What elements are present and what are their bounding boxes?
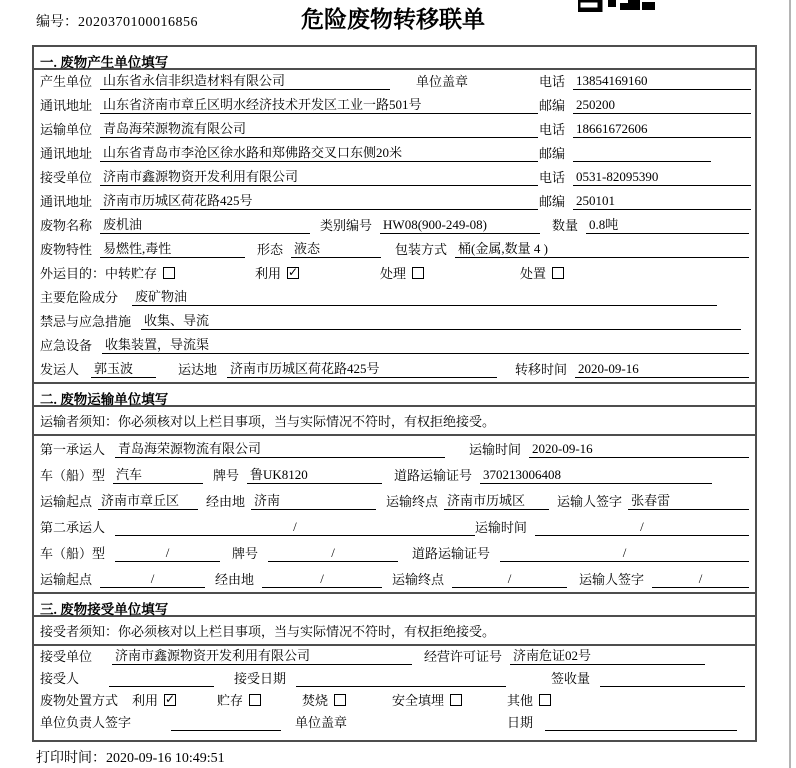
end2-value: / [452, 571, 567, 588]
purpose-label: 外运目的： [40, 266, 106, 281]
zip-label: 邮编 [539, 194, 566, 209]
row-receiver [34, 166, 755, 190]
transfer-time-value: 2020-09-16 [575, 361, 749, 378]
receive-date-value [296, 672, 506, 687]
receiving-unit-value: 济南市鑫源物资开发利用有限公司 [112, 645, 412, 665]
page-boundary-divider [789, 0, 791, 768]
option-label: 安全填埋 [392, 693, 445, 708]
section-producer [34, 47, 755, 382]
row-head-signature [34, 712, 755, 734]
carrier1-label: 第一承运人 [40, 442, 106, 457]
address-label: 通讯地址 [40, 98, 93, 113]
print-time [36, 747, 225, 767]
form-title: 危险废物转移联单 [301, 7, 485, 32]
waste-name-value: 废机油 [100, 214, 310, 234]
hazard-value: 废矿物油 [132, 286, 717, 306]
quantity-label: 数量 [552, 218, 579, 233]
row-purpose [34, 262, 755, 286]
taboo-value: 收集、导流 [141, 310, 741, 330]
endpoint-label: 运输终点 [392, 572, 445, 587]
date-label: 日期 [507, 715, 534, 730]
row-hazard-component [34, 286, 755, 310]
transfer-time-label: 转移时间 [515, 362, 568, 377]
phone-label: 电话 [539, 74, 566, 89]
category-value: HW08(900-249-08) [380, 217, 540, 234]
producer-zip-group [539, 95, 751, 114]
checkbox-dispose [552, 267, 564, 279]
disposal-option-other [507, 690, 551, 709]
waste-transfer-form [32, 45, 757, 742]
transport-time-label: 运输时间 [468, 442, 521, 457]
print-time-label: 打印时间： [36, 751, 106, 766]
license-label: 经营许可证号 [424, 649, 503, 664]
row-producer-address [34, 94, 755, 118]
section-receiver [34, 592, 755, 734]
vehicle-type-label: 车（船）型 [40, 468, 106, 483]
form-state-label: 形态 [257, 242, 284, 257]
row-route1 [34, 488, 755, 514]
quantity-value: 0.8吨 [586, 214, 749, 234]
date-value [545, 716, 737, 731]
phone-label: 电话 [539, 170, 566, 185]
purpose-option-transfer [105, 263, 175, 282]
via-label: 经由地 [215, 572, 255, 587]
receiver-value: 济南市鑫源物资开发利用有限公司 [100, 166, 538, 186]
print-time-value: 2020-09-16 10:49:51 [106, 751, 225, 766]
row-transporter [34, 118, 755, 142]
equipment-label: 应急设备 [40, 338, 93, 353]
checkbox-treat [412, 267, 424, 279]
plate1-value: 鲁UK8120 [247, 464, 382, 484]
zip-label: 邮编 [539, 146, 566, 161]
checkbox-store [249, 694, 261, 706]
signed-amount-label: 签收量 [550, 671, 590, 686]
receiver-address-value: 济南市历城区荷花路425号 [100, 190, 538, 210]
vehicle2-value: / [115, 545, 220, 562]
unit-seal-label: 单位盖章 [295, 715, 348, 730]
transporter-phone-value: 18661672606 [573, 121, 751, 138]
receiver-zip-value: 250101 [573, 193, 751, 210]
disposal-option-landfill [392, 690, 462, 709]
origin1-value: 济南市章丘区 [98, 490, 198, 510]
option-label: 其他 [507, 693, 534, 708]
row-transporter-address [34, 142, 755, 166]
receiver-phone-value: 0531-82095390 [573, 169, 751, 186]
permit1-value: 370213006408 [480, 467, 712, 484]
via2-value: / [262, 571, 382, 588]
disposal-option-store [217, 690, 261, 709]
plate-label: 牌号 [213, 468, 240, 483]
checkbox-incinerate [334, 694, 346, 706]
producer-label: 产生单位 [40, 74, 93, 89]
row-waste-property [34, 238, 755, 262]
transporter-label: 运输单位 [40, 122, 93, 137]
form-serial-label: 编号： [36, 15, 78, 30]
row-vehicle1 [34, 462, 755, 488]
transport-time2-value: / [535, 519, 749, 536]
seal-label: 单位盖章 [416, 74, 469, 89]
phone-label: 电话 [539, 122, 566, 137]
checkbox-utilize [287, 267, 299, 279]
row-recipient [34, 668, 755, 690]
checkbox-transfer-storage [163, 267, 175, 279]
carrier2-label: 第二承运人 [40, 520, 106, 535]
road-permit-label: 道路运输证号 [394, 468, 473, 483]
property-label: 废物特性 [40, 242, 93, 257]
transporter-phone-group [539, 119, 751, 138]
permit2-value: / [500, 545, 749, 562]
checkbox-landfill [450, 694, 462, 706]
row-producer [34, 70, 755, 94]
carrier2-value: / [115, 519, 475, 536]
transporter-zip-group [539, 143, 711, 162]
section1-header: 一. 废物产生单位填写 [34, 47, 755, 70]
row-taboo-measures [34, 310, 755, 334]
receiver-phone-group [539, 167, 751, 186]
origin-label: 运输起点 [40, 572, 93, 587]
road-permit-label: 道路运输证号 [412, 546, 491, 561]
option-label: 贮存 [217, 693, 244, 708]
row-carrier2 [34, 514, 755, 540]
disposal-label: 废物处置方式 [40, 693, 119, 708]
sign1-value: 张春雷 [628, 490, 749, 510]
carrier1-value: 青岛海荣源物流有限公司 [115, 438, 445, 458]
producer-address-value: 山东省济南市章丘区明水经济技术开发区工业一路501号 [100, 94, 538, 114]
vehicle-type-label: 车（船）型 [40, 546, 106, 561]
license-value: 济南危证02号 [510, 645, 705, 665]
row-disposal-method [34, 690, 755, 712]
producer-zip-value: 250200 [573, 97, 751, 114]
transporter-notice: 运输者须知：你必须核对以上栏目事项，当与实际情况不符时，有权拒绝接受。 [34, 407, 755, 436]
option-label: 处置 [520, 266, 547, 281]
plate-label: 牌号 [232, 546, 259, 561]
destination-value: 济南市历城区荷花路425号 [227, 358, 497, 378]
row-receiver-address [34, 190, 755, 214]
packing-value: 桶(金属,数量 4 ) [455, 238, 749, 258]
endpoint-label: 运输终点 [386, 494, 439, 509]
checkbox-utilize [164, 694, 176, 706]
row-carrier1 [34, 436, 755, 462]
form-serial-number: 2020370100016856 [78, 15, 198, 30]
disposal-option-incinerate [302, 690, 346, 709]
qr-code-fragment-icon [578, 0, 656, 12]
via-label: 经由地 [206, 494, 246, 509]
destination-label: 运达地 [178, 362, 218, 377]
section-transporter [34, 382, 755, 592]
row-vehicle2 [34, 540, 755, 566]
origin2-value: / [100, 571, 205, 588]
option-label: 处理 [380, 266, 407, 281]
section2-header: 二. 废物运输单位填写 [34, 384, 755, 407]
packing-label: 包装方式 [395, 242, 448, 257]
row-emergency-equipment [34, 334, 755, 358]
option-label: 焚烧 [302, 693, 329, 708]
option-label: 中转贮存 [105, 266, 158, 281]
head-signature-value [171, 716, 281, 731]
receiving-unit-label: 接受单位 [40, 649, 93, 664]
recipient-value [109, 672, 214, 687]
transporter-value: 青岛海荣源物流有限公司 [100, 118, 538, 138]
purpose-option-treat [380, 263, 424, 282]
row-shipper [34, 358, 755, 382]
address-label: 通讯地址 [40, 146, 93, 161]
carrier-sign-label: 运输人签字 [557, 494, 623, 509]
row-receiving-unit [34, 646, 755, 668]
transporter-zip-value [573, 147, 711, 162]
origin-label: 运输起点 [40, 494, 93, 509]
vehicle1-value: 汽车 [113, 464, 203, 484]
purpose-option-utilize [255, 263, 299, 282]
signed-amount-value [600, 672, 745, 687]
transporter-address-value: 山东省青岛市李沧区徐水路和郑佛路交叉口东侧20米 [100, 142, 538, 162]
head-signature-label: 单位负责人签字 [40, 715, 132, 730]
transport-time1-value: 2020-09-16 [529, 441, 749, 458]
receiver-notice: 接受者须知：你必须核对以上栏目事项，当与实际情况不符时，有权拒绝接受。 [34, 617, 755, 646]
receive-date-label: 接受日期 [234, 671, 287, 686]
disposal-option-utilize [132, 690, 176, 709]
equipment-value: 收集装置，导流渠 [102, 334, 749, 354]
shipper-value: 郭玉波 [91, 358, 156, 378]
producer-value: 山东省永信非织造材料有限公司 [100, 70, 390, 90]
shipper-label: 发运人 [40, 362, 80, 377]
producer-phone-group [539, 71, 751, 90]
recipient-label: 接受人 [40, 671, 80, 686]
address-label: 通讯地址 [40, 194, 93, 209]
taboo-label: 禁忌与应急措施 [40, 314, 132, 329]
sign2-value: / [652, 571, 749, 588]
option-label: 利用 [132, 693, 159, 708]
property-value: 易燃性,毒性 [100, 238, 245, 258]
category-label: 类别编号 [320, 218, 373, 233]
receiver-zip-group [539, 191, 751, 210]
purpose-option-dispose [520, 263, 564, 282]
waste-name-label: 废物名称 [40, 218, 93, 233]
row-route2 [34, 566, 755, 592]
zip-label: 邮编 [539, 98, 566, 113]
section3-header: 三. 废物接受单位填写 [34, 594, 755, 617]
producer-phone-value: 13854169160 [573, 73, 751, 90]
plate2-value: / [268, 545, 398, 562]
row-waste-name [34, 214, 755, 238]
carrier-sign-label: 运输人签字 [579, 572, 645, 587]
option-label: 利用 [255, 266, 282, 281]
hazard-label: 主要危险成分 [40, 290, 119, 305]
receiver-label: 接受单位 [40, 170, 93, 185]
form-state-value: 液态 [291, 238, 381, 258]
transport-time-label: 运输时间 [474, 520, 527, 535]
end1-value: 济南市历城区 [444, 490, 549, 510]
via1-value: 济南 [251, 490, 376, 510]
checkbox-other [539, 694, 551, 706]
